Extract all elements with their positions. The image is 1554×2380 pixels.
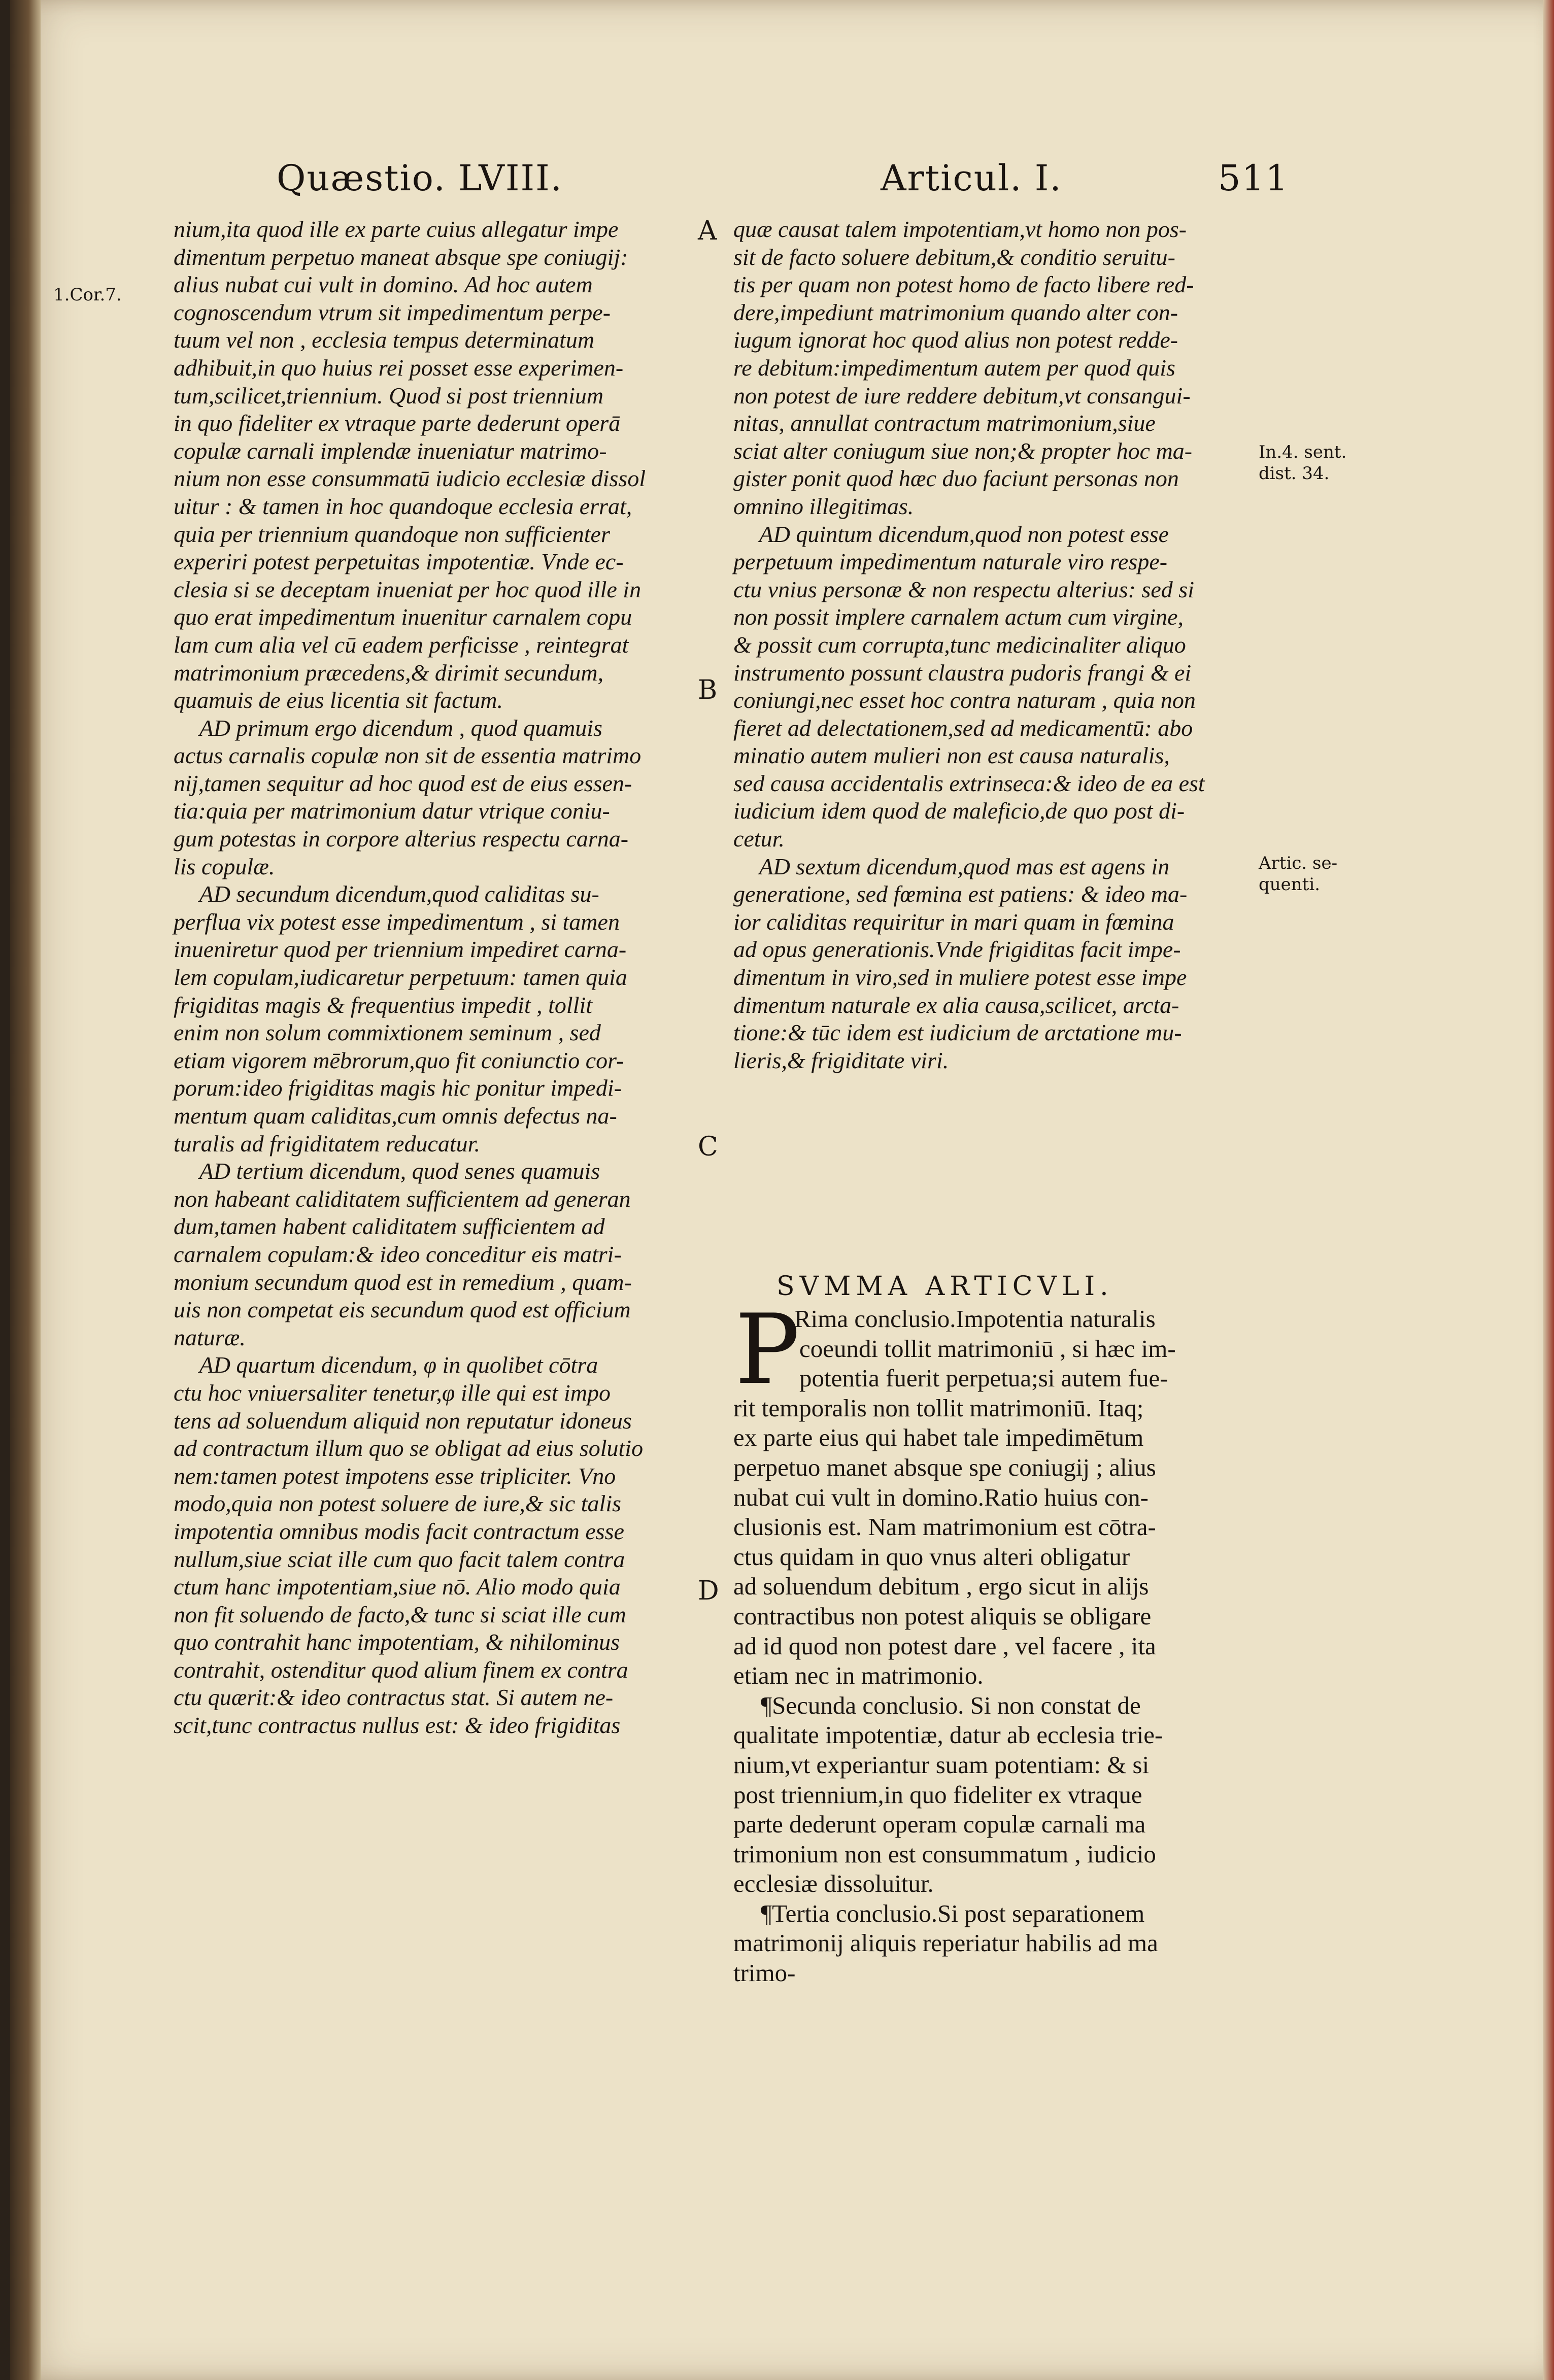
text-line: clusionis est. Nam matrimonium est cōtra- xyxy=(733,1513,1156,1541)
section-mark-c: C xyxy=(698,1132,718,1162)
text-line: ctus quidam in quo vnus alteri obligatur xyxy=(733,1542,1130,1571)
text-line: dimentum perpetuo maneat absque spe coniugij: xyxy=(174,244,628,270)
text-line: iugum ignorat hoc quod alius non potest redde- xyxy=(733,327,1178,353)
text-line: dere,impediunt matrimonium quando alter con- xyxy=(733,299,1178,325)
text-line: sed causa accidentalis extrinseca:& ideo de ea est xyxy=(733,770,1205,796)
page-edge xyxy=(1543,0,1554,2380)
text-line: frigiditas magis & frequentius impedit , tollit xyxy=(174,992,593,1018)
text-line: quia per triennium quandoque non sufficienter xyxy=(174,521,610,547)
text-line: fieret ad delectationem,sed ad medicamentū: abo xyxy=(733,715,1193,741)
text-line: instrumento possunt claustra pudoris frangi & ei xyxy=(733,659,1192,686)
text-line: matrimonium præcedens,& dirimit secundum, xyxy=(174,659,604,686)
text-line: etiam nec in matrimonio. xyxy=(733,1661,984,1690)
text-line: contractibus non potest aliquis se obligare xyxy=(733,1602,1152,1630)
text-line: uis non competat eis secundum quod est officium xyxy=(174,1297,631,1323)
section-mark-a: A xyxy=(698,216,717,246)
text-line: non habeant caliditatem sufficientem ad generan xyxy=(174,1185,631,1212)
text-line: ctum hanc impotentiam,siue nō. Alio modo quia xyxy=(174,1574,621,1600)
margin-note-text: 1.Cor.7. xyxy=(53,285,122,305)
text-line: AD quartum dicendum, φ in quolibet cōtra xyxy=(199,1352,598,1378)
text-line: omnino illegitimas. xyxy=(733,493,914,519)
text-line: AD sextum dicendum,quod mas est agens in xyxy=(759,853,1170,879)
text-line: in quo fideliter ex vtraque parte dederunt operā xyxy=(174,410,621,436)
text-line: scit,tunc contractus nullus est: & ideo frigiditas xyxy=(174,1712,621,1739)
text-line: ctu quærit:& ideo contractus stat. Si autem ne- xyxy=(174,1684,614,1711)
text-line: inueniretur quod per triennium impediret carna- xyxy=(174,936,627,963)
text-line: nij,tamen sequitur ad hoc quod est de eius essen- xyxy=(174,770,632,796)
text-line: gister ponit quod hæc duo faciunt personas non xyxy=(733,465,1179,492)
text-line: sit de facto soluere debitum,& conditio seruitu- xyxy=(733,244,1175,270)
text-line: uitur : & tamen in hoc quandoque ecclesia errat, xyxy=(174,493,632,519)
text-line: quamuis de eius licentia sit factum. xyxy=(174,687,503,713)
text-line: adhibuit,in quo huius rei posset esse experimen- xyxy=(174,354,624,381)
text-line: AD primum ergo dicendum , quod quamuis xyxy=(199,715,602,741)
text-line: AD secundum dicendum,quod caliditas su- xyxy=(199,881,599,907)
text-line: matrimonij aliquis reperiatur habilis ad ma xyxy=(733,1929,1158,1957)
text-line: modo,quia non potest soluere de iure,& sic talis xyxy=(174,1490,622,1517)
summa-heading: SVMMA ARTICVLI. xyxy=(776,1271,1113,1302)
text-line: monium secundum quod est in remedium , quam- xyxy=(174,1269,632,1295)
text-line: AD tertium dicendum, quod senes quamuis xyxy=(199,1158,600,1184)
text-line: dum,tamen habent caliditatem sufficientem ad xyxy=(174,1213,605,1240)
margin-note-text: In.4. sent. xyxy=(1259,442,1347,462)
text-line: lieris,& frigiditate viri. xyxy=(733,1047,949,1073)
margin-note-right-2 xyxy=(1259,853,1337,895)
margin-note-left xyxy=(53,284,122,305)
text-line: minatio autem mulieri non est causa naturalis, xyxy=(733,742,1170,769)
text-line: potentia fuerit perpetua;si autem fue- xyxy=(799,1364,1168,1392)
text-line: AD quintum dicendum,quod non potest esse xyxy=(759,521,1169,547)
book-binding xyxy=(10,0,41,2380)
text-line: quo erat impedimentum inuenitur carnalem copu xyxy=(174,604,632,630)
text-line: coniungi,nec esset hoc contra naturam , quia non xyxy=(733,687,1196,713)
text-line: non fit soluendo de facto,& tunc si sciat ille cum xyxy=(174,1601,626,1627)
text-line: rit temporalis non tollit matrimoniū. Itaq; xyxy=(733,1393,1144,1422)
text-line: non potest de iure reddere debitum,vt consangui- xyxy=(733,382,1191,409)
text-line: impotentia omnibus modis facit contractum esse xyxy=(174,1518,624,1544)
text-line: nubat cui vult in domino.Ratio huius con- xyxy=(733,1483,1148,1511)
text-line: nium,ita quod ille ex parte cuius allegatur impe xyxy=(174,216,619,242)
text-line: tia:quia per matrimonium datur vtrique coniu- xyxy=(174,798,610,824)
text-line: turalis ad frigiditatem reducatur. xyxy=(174,1130,480,1157)
right-column-commentary xyxy=(733,216,1261,1074)
text-line: quæ causat talem impotentiam,vt homo non pos- xyxy=(733,216,1187,242)
text-line: iudicium idem quod de maleficio,de quo post di- xyxy=(733,798,1185,824)
text-line: cognoscendum vtrum sit impedimentum perpe- xyxy=(174,299,611,325)
text-line: ad soluendum debitum , ergo sicut in alijs xyxy=(733,1572,1149,1601)
text-line: nium,vt experiantur suam potentiam: & si xyxy=(733,1750,1150,1779)
text-line: alius nubat cui vult in domino. Ad hoc autem xyxy=(174,271,593,298)
text-line: trimonium non est consummatum , iudicio xyxy=(733,1840,1156,1868)
text-line: post triennium,in quo fideliter ex vtraque xyxy=(733,1780,1142,1809)
text-line: ¶Tertia conclusio.Si post separationem xyxy=(760,1899,1145,1927)
running-head-left: Quæstio. LVIII. xyxy=(277,157,563,199)
text-line: actus carnalis copulæ non sit de essentia matrimo xyxy=(174,742,641,769)
text-line: ¶Secunda conclusio. Si non constat de xyxy=(760,1691,1141,1719)
text-line: lam cum alia vel cū eadem perficisse , reintegrat xyxy=(174,631,629,658)
section-mark-d: D xyxy=(698,1576,719,1606)
text-line: dimentum in viro,sed in muliere potest esse impe xyxy=(733,964,1187,991)
text-line: nem:tamen potest impotens esse tripliciter. Vno xyxy=(174,1463,616,1489)
text-line: generatione, sed fœmina est patiens: & ideo ma- xyxy=(733,881,1188,907)
text-line: Rima conclusio.Impotentia naturalis xyxy=(794,1305,1156,1333)
margin-note-text: Artic. se- xyxy=(1259,853,1338,873)
text-line: ecclesiæ dissoluitur. xyxy=(733,1869,934,1898)
page-number: 511 xyxy=(1218,157,1289,199)
text-line: nitas, annullat contractum matrimonium,siue xyxy=(733,410,1156,436)
text-line: quo contrahit hanc impotentiam, & nihilominus xyxy=(174,1629,620,1655)
text-line: non possit implere carnalem actum cum virgine, xyxy=(733,604,1184,630)
text-line: mentum quam caliditas,cum omnis defectus na- xyxy=(174,1103,617,1129)
text-line: gum potestas in corpore alterius respectu carna- xyxy=(174,826,629,852)
text-line: trimo- xyxy=(733,1959,796,1987)
text-line: ad opus generationis.Vnde frigiditas facit impe- xyxy=(733,936,1181,963)
text-line: naturæ. xyxy=(174,1324,246,1350)
text-line: contrahit, ostenditur quod alium finem ex contra xyxy=(174,1656,628,1683)
text-line: qualitate impotentiæ, datur ab ecclesia trie- xyxy=(733,1721,1163,1749)
text-line: tum,scilicet,triennium. Quod si post triennium xyxy=(174,382,604,409)
text-line: perflua vix potest esse impedimentum , si tamen xyxy=(174,908,620,935)
text-line: parte dederunt operam copulæ carnali ma xyxy=(733,1810,1146,1839)
text-line: ior caliditas requiritur in mari quam in fœmina xyxy=(733,908,1174,935)
text-line: tione:& tūc idem est iudicium de arctatione mu- xyxy=(733,1019,1182,1046)
text-line: nium non esse consummatū iudicio ecclesiæ dissol xyxy=(174,465,646,492)
text-line: tens ad soluendum aliquid non reputatur idoneus xyxy=(174,1407,632,1434)
book-page xyxy=(10,0,1554,2380)
text-line: porum:ideo frigiditas magis hic ponitur impedi- xyxy=(174,1075,622,1101)
drop-cap: P xyxy=(735,1294,800,1406)
text-line: ctu hoc vniuersaliter tenetur,φ ille qui est impo xyxy=(174,1379,611,1406)
text-line: ad id quod non potest dare , vel facere , ita xyxy=(733,1631,1156,1660)
text-line: & possit cum corrupta,tunc medicinaliter aliquo xyxy=(733,631,1186,658)
text-line: perpetuum impedimentum naturale viro respe- xyxy=(733,549,1168,575)
text-line: dimentum naturale ex alia causa,scilicet, arcta- xyxy=(733,992,1179,1018)
text-line: experiri potest perpetuitas impotentiæ. Vnde ec- xyxy=(174,549,624,575)
text-line: etiam vigorem mēbrorum,quo fit coniunctio cor- xyxy=(174,1047,624,1073)
margin-note-text: quenti. xyxy=(1259,874,1321,895)
text-line: re debitum:impedimentum autem per quod quis xyxy=(733,354,1175,381)
text-line: lem copulam,iudicaretur perpetuum: tamen quia xyxy=(174,964,627,991)
text-line: cetur. xyxy=(733,826,785,852)
text-line: enim non solum commixtionem seminum , sed xyxy=(174,1019,601,1046)
text-line: ex parte eius qui habet tale impedimētum xyxy=(733,1423,1144,1452)
text-line: nullum,siue sciat ille cum quo facit talem contra xyxy=(174,1546,625,1572)
text-line: tuum vel non , ecclesia tempus determinatum xyxy=(174,327,595,353)
text-line: perpetuo manet absque spe coniugij ; alius xyxy=(733,1453,1156,1481)
text-line: copulæ carnali implendæ inueniatur matrimo- xyxy=(174,437,607,464)
left-column xyxy=(174,216,691,1740)
text-line: carnalem copulam:& ideo conceditur eis matri- xyxy=(174,1241,622,1267)
section-mark-b: B xyxy=(698,675,718,705)
text-line: ctu vnius personæ & non respectu alterius: sed si xyxy=(733,576,1194,602)
text-line: tis per quam non potest homo de facto libere red- xyxy=(733,271,1194,298)
running-head-center: Articul. I. xyxy=(881,157,1062,199)
margin-note-text: dist. 34. xyxy=(1259,463,1330,484)
text-line: clesia si se deceptam inueniat per hoc quod ille in xyxy=(174,576,641,602)
text-line: coeundi tollit matrimoniū , si hæc im- xyxy=(799,1334,1176,1363)
text-line: lis copulæ. xyxy=(174,853,275,879)
summa-text xyxy=(733,1294,1261,1988)
text-line: sciat alter coniugum siue non;& propter hoc ma- xyxy=(733,437,1193,464)
text-line: ad contractum illum quo se obligat ad eius solutio xyxy=(174,1435,644,1461)
margin-note-right-1 xyxy=(1259,441,1346,484)
